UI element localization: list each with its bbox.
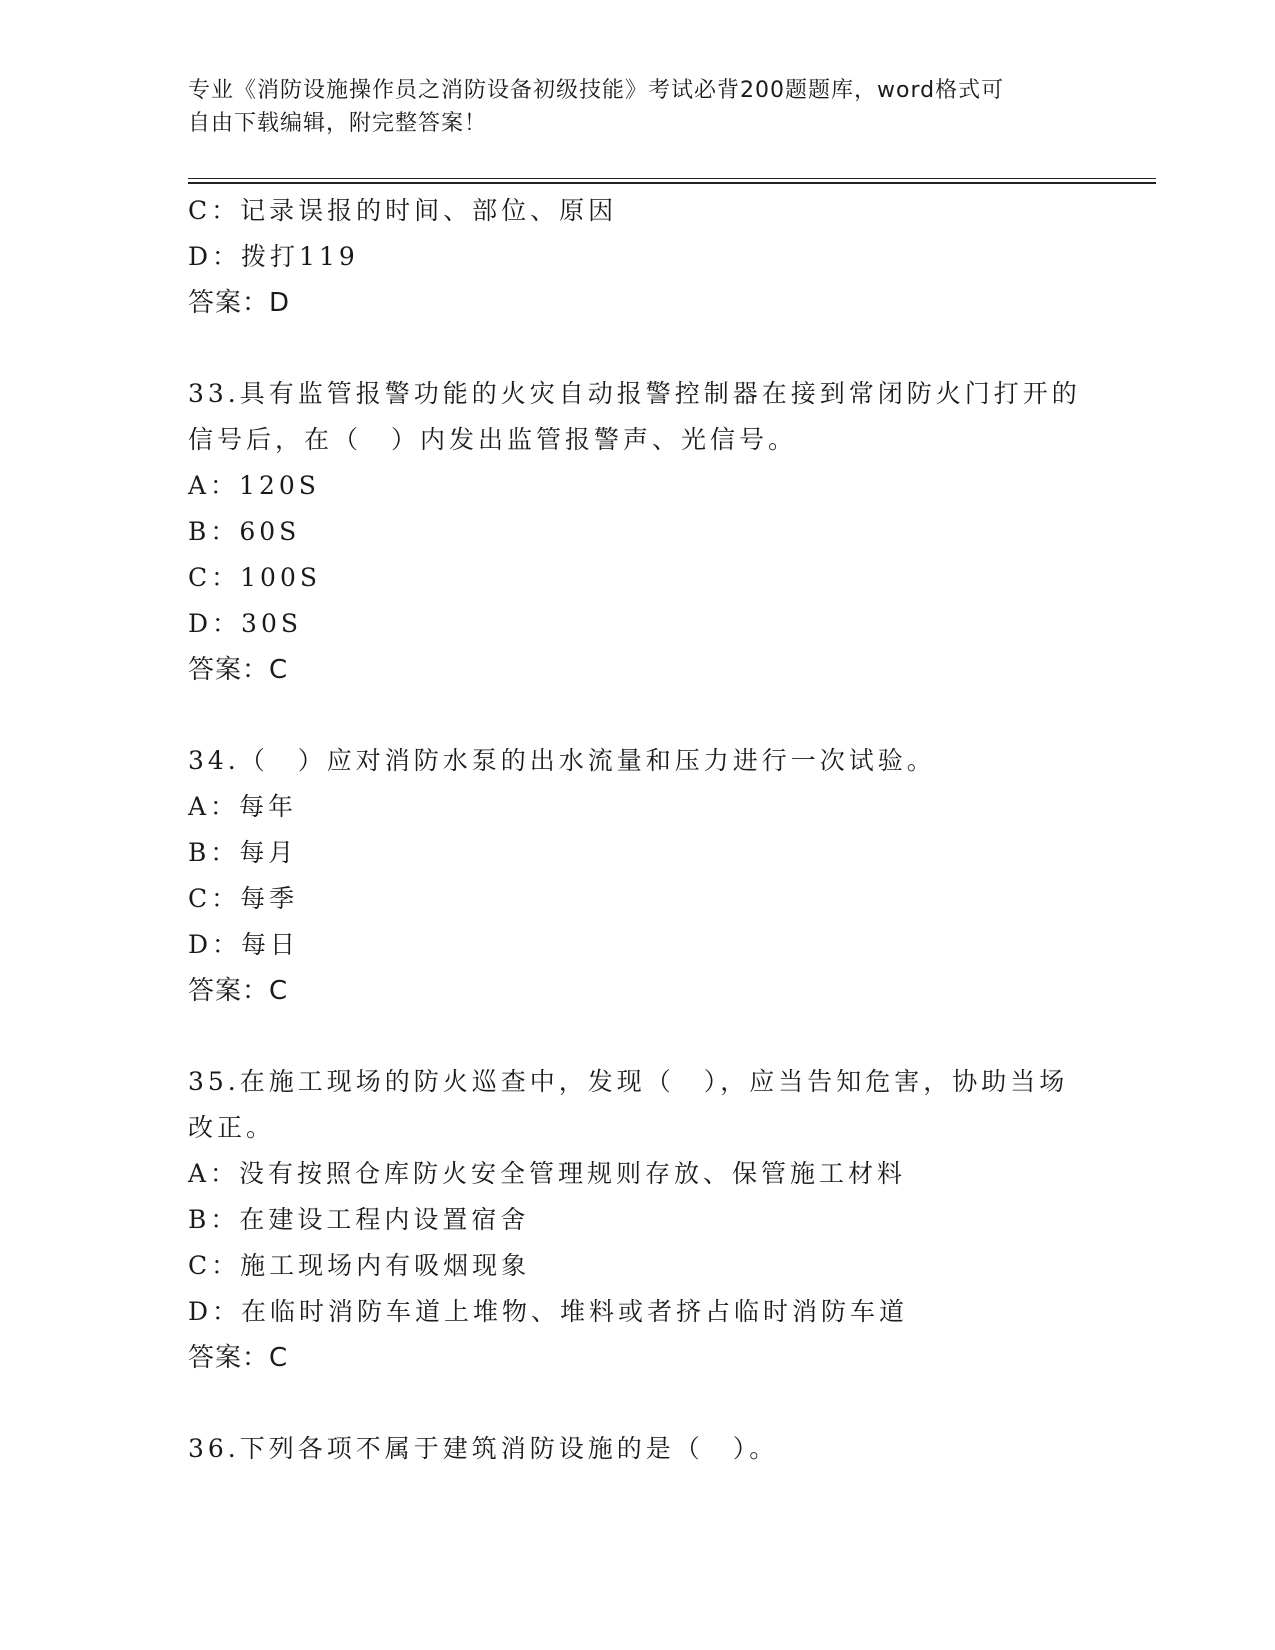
answer: 答案：D [188, 288, 291, 318]
option-c: C：记录误报的时间、部位、原因 [188, 196, 618, 225]
question-stem-line: 34.（ ）应对消防水泵的出水流量和压力进行一次试验。 [188, 746, 936, 775]
question-35 [188, 1059, 1088, 1381]
question-36 [188, 1426, 1088, 1472]
spacer [188, 1014, 1088, 1059]
option-d: D：30S [188, 609, 302, 638]
question-stem-line: 36.下列各项不属于建筑消防设施的是（ ）。 [188, 1434, 779, 1463]
question-stem-line: 33.具有监管报警功能的火灾自动报警控制器在接到常闭防火门打开的 [188, 379, 1081, 408]
option-c: C：施工现场内有吸烟现象 [188, 1251, 531, 1280]
question-34 [188, 738, 1088, 1014]
option-b: B：在建设工程内设置宿舍 [188, 1205, 530, 1234]
option-a: A：没有按照仓库防火安全管理规则存放、保管施工材料 [188, 1159, 907, 1188]
question-stem-line: 改正。 [188, 1113, 276, 1142]
question-33 [188, 371, 1088, 693]
option-b: B：每月 [188, 838, 298, 867]
header-line-1: 专业《消防设施操作员之消防设备初级技能》考试必背200题题库，word格式可 [188, 78, 1005, 103]
answer: 答案：C [188, 976, 289, 1006]
document-header [188, 74, 1068, 140]
header-line-2: 自由下载编辑，附完整答案！ [188, 111, 488, 136]
option-d: D：每日 [188, 930, 300, 959]
question-32-continued [188, 188, 1088, 326]
question-stem-line: 35.在施工现场的防火巡查中，发现（ ），应当告知危害，协助当场 [188, 1067, 1069, 1096]
question-stem-line: 信号后，在（ ）内发出监管报警声、光信号。 [188, 425, 798, 454]
option-c: C：每季 [188, 884, 299, 913]
spacer [188, 693, 1088, 738]
option-d: D：在临时消防车道上堆物、堆料或者挤占临时消防车道 [188, 1297, 909, 1326]
spacer [188, 326, 1088, 371]
option-c: C：100S [188, 563, 321, 592]
answer: 答案：C [188, 1343, 289, 1373]
header-divider-thin [188, 178, 1156, 179]
option-a: A：每年 [188, 792, 298, 821]
answer: 答案：C [188, 655, 289, 685]
option-b: B：60S [188, 517, 301, 546]
option-d: D：拨打119 [188, 242, 359, 271]
option-a: A：120S [188, 471, 320, 500]
question-content [188, 188, 1088, 1472]
spacer [188, 1381, 1088, 1426]
header-divider-thick [188, 182, 1156, 184]
